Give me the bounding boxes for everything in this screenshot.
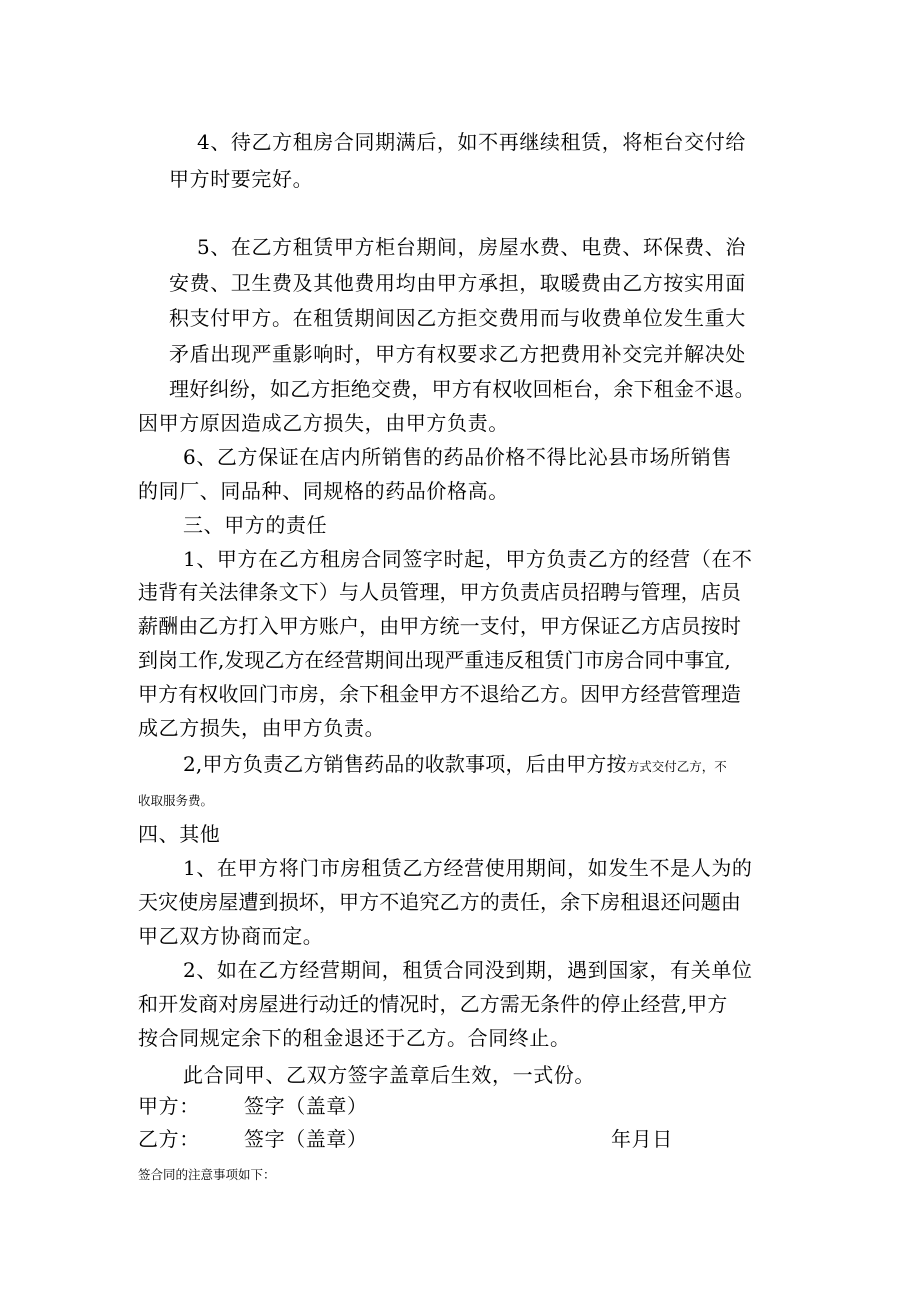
section-3-clause-1-line-4: 到岗工作,发现乙方在经营期间出现严重违反租赁门市房合同中事宜, bbox=[138, 648, 731, 672]
effective-clause: 此合同甲、乙双方签字盖章后生效，一式份。 bbox=[183, 1063, 595, 1087]
section-4-clause-2-line-3: 按合同规定余下的租金退还于乙方。合同终止。 bbox=[138, 1026, 571, 1050]
section-4-clause-1-line-1: 1、在甲方将门市房租赁乙方经营使用期间，如发生不是人为的 bbox=[183, 856, 753, 880]
clause-5-line-5: 理好纠纷，如乙方拒绝交费，甲方有权收回柜台，余下租金不退。 bbox=[169, 377, 755, 401]
clause-5-line-2: 安费、卫生费及其他费用均由甲方承担，取暖费由乙方按实用面 bbox=[169, 271, 746, 295]
section-4-heading: 四、其他 bbox=[138, 822, 221, 846]
section-3-clause-1-line-1: 1、甲方在乙方租房合同签字时起，甲方负责乙方的经营（在不 bbox=[183, 547, 753, 571]
party-a-label: 甲方： bbox=[138, 1094, 200, 1118]
section-3-clause-2-line-2: 收取服务费。 bbox=[138, 793, 214, 808]
section-3-clause-1-line-5: 甲方有权收回门市房，余下租金甲方不退给乙方。因甲方经营管理造 bbox=[138, 682, 741, 706]
clause-5-line-1: 5、在乙方租赁甲方柜台期间，房屋水费、电费、环保费、治 bbox=[197, 235, 746, 259]
clause-5-line-4: 矛盾出现严重影响时，甲方有权要求乙方把费用补交完并解决处 bbox=[169, 342, 746, 366]
signature-date: 年月日 bbox=[611, 1127, 673, 1151]
section-3-clause-2-line-1 bbox=[183, 752, 727, 779]
clause-6-line-1: 6、乙方保证在店内所销售的药品价格不得比沁县市场所销售 bbox=[183, 445, 732, 469]
party-b-label: 乙方： bbox=[138, 1127, 200, 1151]
section-3-clause-2-small-text: 方式交付乙方，不 bbox=[626, 759, 727, 774]
section-3-clause-1-line-2: 违背有关法律条文下）与人员管理，甲方负责店员招聘与管理，店员 bbox=[138, 580, 741, 604]
section-3-clause-1-line-3: 薪酬由乙方打入甲方账户，由甲方统一支付，甲方保证乙方店员按时 bbox=[138, 614, 741, 638]
clause-5-line-6: 因甲方原因造成乙方损失，由甲方负责。 bbox=[138, 411, 509, 435]
section-4-clause-2-line-1: 2、如在乙方经营期间，租赁合同没到期，遇到国家，有关单位 bbox=[183, 958, 753, 982]
clause-4-line-2: 甲方时要完好。 bbox=[169, 167, 314, 191]
section-4-clause-2-line-2: 和开发商对房屋进行动迁的情况时，乙方需无条件的停止经营,甲方 bbox=[138, 992, 728, 1016]
party-b-signature: 签字（盖章） bbox=[244, 1127, 368, 1151]
clause-5-line-3: 积支付甲方。在租赁期间因乙方拒交费用而与收费单位发生重大 bbox=[169, 306, 746, 330]
clause-4-line-1: 4、待乙方租房合同期满后，如不再继续租赁，将柜台交付给 bbox=[197, 130, 746, 154]
section-4-clause-1-line-2: 天灾使房屋遭到损坏，甲方不追究乙方的责任，余下房租退还问题由 bbox=[138, 890, 741, 914]
section-3-clause-2-text: 2,甲方负责乙方销售药品的收款事项，后由甲方按 bbox=[183, 752, 627, 776]
notes-heading: 签合同的注意事项如下： bbox=[138, 1167, 276, 1182]
party-a-signature: 签字（盖章） bbox=[244, 1094, 368, 1118]
section-3-heading: 三、甲方的责任 bbox=[183, 513, 328, 537]
section-4-clause-1-line-3: 甲乙双方协商而定。 bbox=[138, 924, 324, 948]
clause-6-line-2: 的同厂、同品种、同规格的药品价格高。 bbox=[138, 479, 509, 503]
section-3-clause-1-line-6: 成乙方损失，由甲方负责。 bbox=[138, 716, 386, 740]
